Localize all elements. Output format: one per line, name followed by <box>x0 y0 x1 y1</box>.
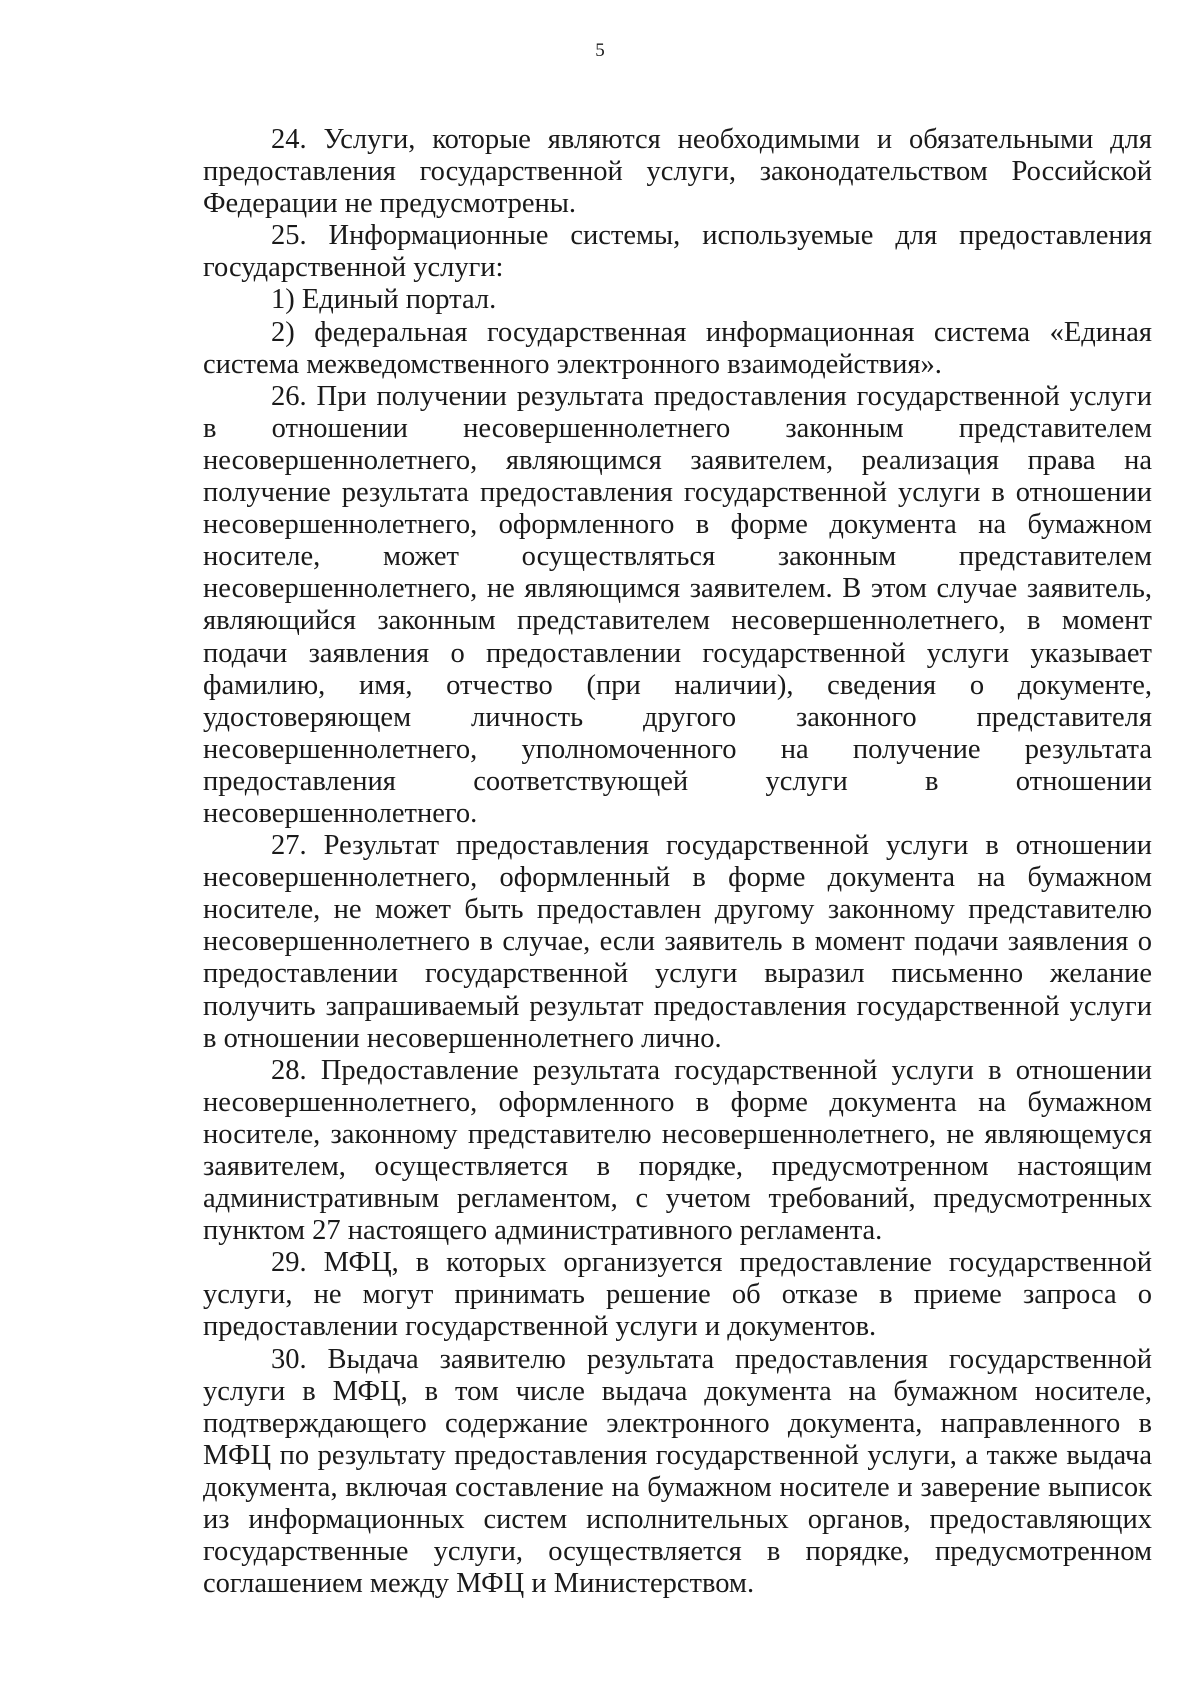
paragraph-24: 24. Услуги, которые являются необходимыми и обязательными для предоставления государственной услуги, законодательством Российской Федерации не предусмотрены. <box>203 124 1152 220</box>
list-item-2: 2) федеральная государственная информационная система «Единая система межведомственного электронного взаимодействия». <box>203 316 1152 380</box>
paragraph-26: 26. При получении результата предоставления государственной услуги в отношении несовершеннолетнего законным представителем несовершеннолетнего, являющимся заявителем, реализация права на получение результата предоставления государственной услуги в отношении несовершеннолетнего, оформленного в форме документа на бумажном носителе, может осуществляться законным представителем несовершеннолетнего, не являющимся заявителем. В этом случае заявитель, являющийся законным представителем несовершеннолетнего, в момент подачи заявления о предоставлении государственной услуги указывает фамилию, имя, отчество (при наличии), сведения о документе, удостоверяющем личность другого законного представителя несовершеннолетнего, уполномоченного на получение результата предоставления соответствующей услуги в отношении несовершеннолетнего. <box>203 380 1152 829</box>
list-item-1: 1) Единый портал. <box>271 284 497 316</box>
paragraph-25: 25. Информационные системы, используемые для предоставления государственной услуги: <box>203 220 1152 284</box>
document-body <box>203 124 1152 1600</box>
paragraph-30: 30. Выдача заявителю результата предоставления государственной услуги в МФЦ, в том числе выдача документа на бумажном носителе, подтверждающего содержание электронного документа, направленного в МФЦ по результату предоставления государственной услуги, а также выдача документа, включая составление на бумажном носителе и заверение выписок из информационных систем исполнительных органов, предоставляющих государственные услуги, осуществляется в порядке, предусмотренном соглашением между МФЦ и Министерством. <box>203 1343 1152 1600</box>
page-number: 5 <box>595 40 605 61</box>
paragraph-28: 28. Предоставление результата государственной услуги в отношении несовершеннолетнего, оформленного в форме документа на бумажном носителе, законному представителю несовершеннолетнего, не являющемуся заявителем, осуществляется в порядке, предусмотренном настоящим административным регламентом, с учетом требований, предусмотренных пунктом 27 настоящего административного регламента. <box>203 1054 1152 1247</box>
paragraph-29: 29. МФЦ, в которых организуется предоставление государственной услуги, не могут принимать решение об отказе в приеме запроса о предоставлении государственной услуги и документов. <box>203 1247 1152 1343</box>
paragraph-27: 27. Результат предоставления государственной услуги в отношении несовершеннолетнего, оформленный в форме документа на бумажном носителе, не может быть предоставлен другому законному представителю несовершеннолетнего в случае, если заявитель в момент подачи заявления о предоставлении государственной услуги выразил письменно желание получить запрашиваемый результат предоставления государственной услуги в отношении несовершеннолетнего лично. <box>203 830 1152 1054</box>
